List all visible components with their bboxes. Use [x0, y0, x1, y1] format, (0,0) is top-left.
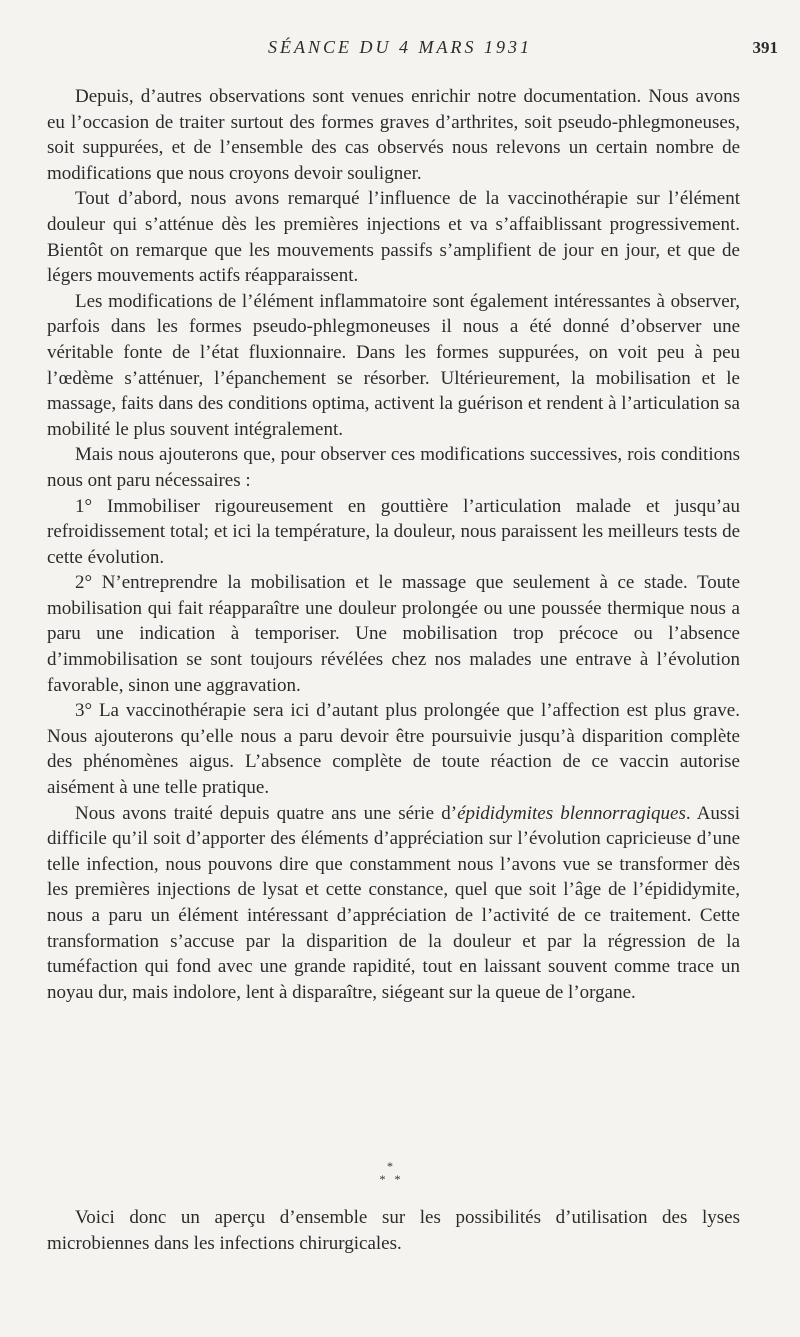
text-span: . Aussi difficile qu’il soit d’apporter des éléments d’appréciation sur l’évolution capricieuse d’une telle infection, nous pouvons dire que constamment nous l’avons vue se transformer dès les premières injections de lysat et cette constance, quel que soit l’âge de l’épididymite, nous a paru un élément intéressant d’appréciation de l’activité de ce traitement. Cette transformation s’accuse par la disparition de la douleur et par la régression de la tuméfaction qui fond avec une grande rapidité, tout en laissant souvent comme trace un noyau dur, mais indolore, lent à disparaître, siégeant sur la queue de l’organe.: [47, 802, 740, 1003]
list-item-3: 3° La vaccinothérapie sera ici d’autant plus prolongée que l’affection est plus grave. Nous ajouterons qu’elle nous a paru devoir être poursuivie jusqu’à disparition complète des phénomènes aigus. L’absence complète de toute réaction de ce vaccin autorise aisément à une telle pratique.: [47, 700, 740, 799]
list-item-2: 2° N’entreprendre la mobilisation et le massage que seulement à ce stade. Toute mobilisation qui fait réapparaître une douleur prolongée ou une poussée thermique nous a paru une indication à temporiser. Une mobilisation trop précoce ou l’absence d’immobilisation se sont toujours révélées chez nos malades une entrave à l’évolution favorable, sinon une aggravation.: [47, 572, 740, 696]
paragraph: Les modifications de l’élément inflammatoire sont également intéressantes à observer, parfois dans les formes pseudo-phlegmoneuses il nous a été donné d’observer une véritable fonte de l’état fluxionnaire. Dans les formes suppurées, on voit peu à peu l’œdème s’atténuer, l’épanchement se résorber. Ultérieurement, la mobilisation et le massage, faits dans des conditions optima, activent la guérison et rendent à l’articulation sa mobilité le plus souvent intégralement.: [47, 290, 740, 440]
paragraph: Mais nous ajouterons que, pour observer ces modifications successives, rois conditions nous ont paru nécessaires :: [47, 444, 740, 491]
list-item-1: 1° Immobiliser rigoureusement en gouttière l’articulation malade et jusqu’au refroidissement total; et ici la température, la douleur, nous paraissent les meilleurs tests de cette évolution.: [47, 495, 740, 568]
page-number: 391: [752, 38, 778, 57]
asterism-bottom: * *: [379, 1172, 401, 1186]
paragraph: Depuis, d’autres observations sont venues enrichir notre documentation. Nous avons eu l’occasion de traiter surtout des formes graves d’arthrites, soit pseudo-phlegmoneuses, soit suppurées, et de l’ensemble des cas observés nous relevons un certain nombre de modifications que nous croyons devoir souligner.: [47, 86, 740, 184]
italic-term: épididymites blennorragiques: [457, 802, 686, 824]
paragraph-epididymites: [47, 801, 740, 1006]
text-span: Nous avons traité depuis quatre ans une série d’: [75, 802, 458, 824]
asterism: [0, 1160, 780, 1186]
asterism-top: *: [387, 1159, 393, 1173]
body-text: [47, 84, 740, 1005]
closing-paragraph: Voici donc un aperçu d’ensemble sur les possibilités d’utilisation des lyses microbiennes dans les infections chirurgicales.: [47, 1207, 740, 1254]
paragraph: Tout d’abord, nous avons remarqué l’influence de la vaccinothérapie sur l’élément douleur qui s’atténue dès les premières injections et va s’affaiblissant progressivement. Bientôt on remarque que les mouvements passifs s’amplifient de jour en jour, et que de légers mouvements actifs réapparaissent.: [47, 188, 740, 287]
closing-section: [47, 1205, 740, 1256]
running-title: SÉANCE DU 4 MARS 1931: [268, 37, 532, 57]
